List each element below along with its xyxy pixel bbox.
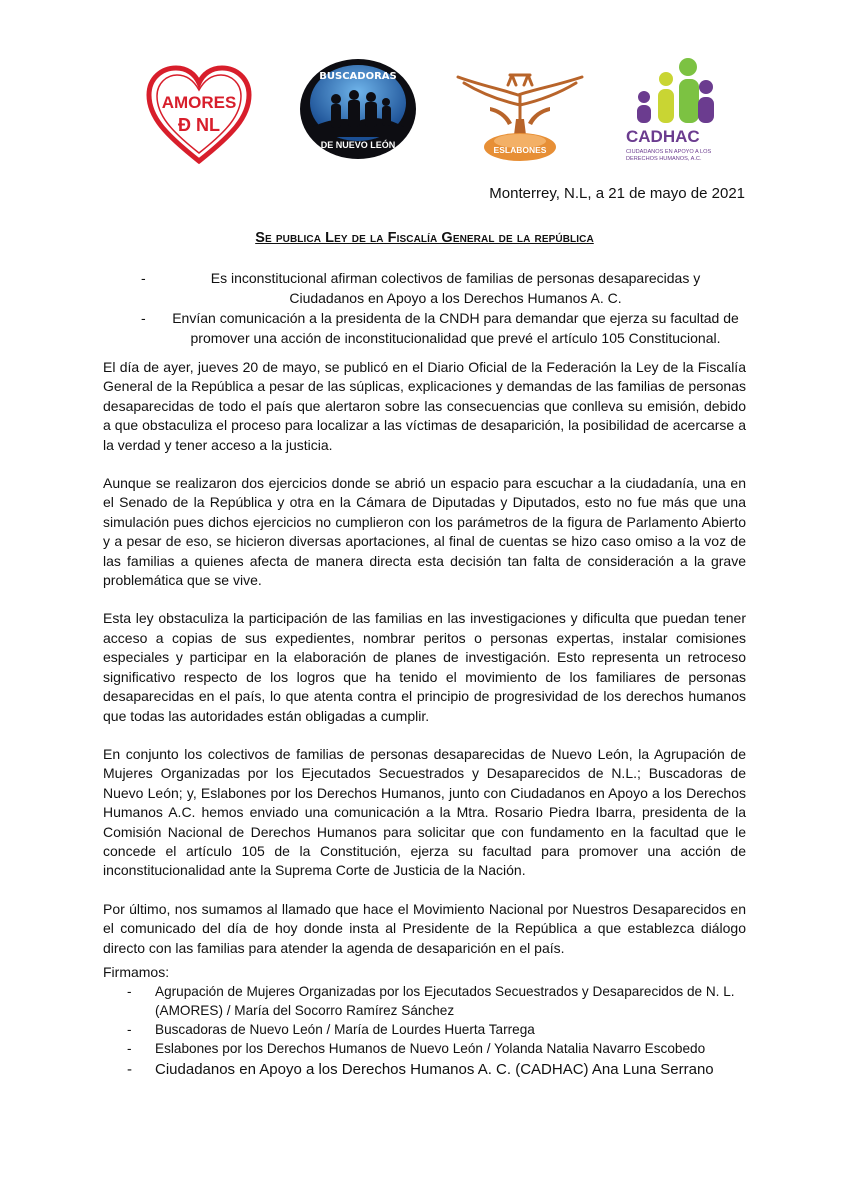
summary-bullet-line: Es inconstitucional afirman colectivos de familias de personas desaparecidas y — [210, 270, 701, 286]
document-body — [103, 358, 746, 977]
amores-logo-line2: Ð NL — [178, 115, 220, 135]
amores-logo — [146, 65, 252, 165]
summary-bullets — [133, 268, 748, 348]
body-paragraph: Aunque se realizaron dos ejercicios donde se abrió un espacio para escuchar a la ciudadanía, una en el Senado de la República y otra en la Cámara de Diputadas y Diputados, esto no fue más que una simulación pues dichos ejercicios no cumplieron con los parámetros de la figura de Parlamento Abierto y a pesar de eso, se hicieron diversas aportaciones, al final de cuentas se hizo caso omiso a la voz de las familias a quienes afecta de manera directa esta decisión tan falta de consideración a la grave problemática que se vive. — [103, 475, 746, 589]
eslabones-logo — [450, 55, 590, 167]
signer-text: Buscadoras de Nuevo León / María de Lourdes Huerta Tarrega — [155, 1022, 535, 1037]
signer-text: Eslabones por los Derechos Humanos de Nuevo León / Yolanda Natalia Navarro Escobedo — [155, 1041, 706, 1056]
signature-intro: Firmamos: — [103, 964, 170, 980]
cadhac-logo-name: CADHAC — [626, 127, 700, 146]
cadhac-logo-tagline-2: DERECHOS HUMANOS, A.C. — [626, 156, 702, 162]
date-line: Monterrey, N.L, a 21 de mayo de 2021 — [489, 185, 745, 202]
summary-bullet-line: promover una acción de inconstitucionalidad que prevé el artículo 105 Constitucional. — [190, 330, 721, 346]
bullet-dash: - — [141, 310, 146, 326]
buscadoras-logo-top-text: BUSCADORAS — [319, 71, 397, 82]
buscadoras-logo-bottom-text: DE NUEVO LEÓN — [320, 140, 396, 150]
signers-list — [124, 982, 764, 1081]
body-paragraph: Esta ley obstaculiza la participación de las familias en las investigaciones y dificulta que puedan tener acceso a copias de sus expedientes, nombrar peritos o personas expertas, instalar comisiones especiales y participar en la elaboración de planes de investigación. Esto representa un retroceso significativo respecto de los logros que ha tenido el movimiento de los familiares de personas desaparecidas en el país, lo que atenta contra el principio de progresividad de los derechos humanos que todas las autoridades están obligadas a cumplir. — [103, 610, 746, 724]
signer-item — [124, 1039, 764, 1058]
bullet-dash: - — [127, 984, 132, 999]
cadhac-logo — [622, 57, 722, 169]
body-paragraph: En conjunto los colectivos de familias de personas desaparecidas de Nuevo León, la Agrupación de Mujeres Organizadas por los Ejecutados Secuestrados y Desaparecidos de N.L.; Buscadoras de Nuevo León; y, Eslabones por los Derechos Humanos, junto con Ciudadanos en Apoyo a los Derechos Humanos A.C. hemos enviado una comunicación a la Mtra. Rosario Piedra Ibarra, presidenta de la Comisión Nacional de Derechos Humanos para solicitar que con fundamento en la facultad que le concede el artículo 105 de la Constitución, ejerza su facultad para promover una acción de inconstitucionalidad ante la Suprema Corte de Justicia de la Nación. — [103, 745, 746, 879]
bullet-dash: - — [141, 270, 146, 286]
body-paragraph: El día de ayer, jueves 20 de mayo, se publicó en el Diario Oficial de la Federación la Ley de la Fiscalía General de la República a pesar de las súplicas, explicaciones y demandas de las familias de personas desaparecidas de todo el país que alertaron sobre las consecuencias que conlleva su emisión, debido a que obstaculiza el proceso para localizar a las víctimas de desaparición, la posibilidad de acercarse a la verdad y tener acceso a la justicia. — [103, 359, 746, 453]
document-title: Se publica Ley de la Fiscalía General de la república — [255, 230, 594, 246]
signer-text: Agrupación de Mujeres Organizadas por los Ejecutados Secuestrados y Desaparecidos de N. L. (AMORES) / María del Socorro Ramírez Sánchez — [155, 984, 735, 1018]
signer-item — [124, 1020, 764, 1039]
bullet-dash: - — [127, 1061, 132, 1078]
buscadoras-logo — [298, 57, 418, 161]
signer-item — [124, 1059, 764, 1081]
summary-bullet-line: Envían comunicación a la presidenta de la CNDH para demandar que ejerza su facultad de — [172, 310, 739, 326]
signer-item — [124, 982, 764, 1020]
eslabones-logo-text: ESLABONES — [493, 145, 547, 155]
bullet-dash: - — [127, 1041, 132, 1056]
logo-row — [0, 55, 849, 170]
summary-bullet — [133, 308, 748, 348]
bullet-dash: - — [127, 1022, 132, 1037]
cadhac-logo-tagline-1: CIUDADANOS EN APOYO A LOS — [626, 149, 712, 155]
body-paragraph: Por último, nos sumamos al llamado que hace el Movimiento Nacional por Nuestros Desaparecidos en el comunicado del día de hoy donde insta al Presidente de la República a que establezca diálogo directo con las familias para atender la agenda de desaparición en el país. — [103, 900, 746, 956]
signer-text: Ciudadanos en Apoyo a los Derechos Humanos A. C. (CADHAC) Ana Luna Serrano — [155, 1061, 714, 1078]
amores-logo-line1: AMORES — [161, 93, 237, 112]
summary-bullet — [133, 268, 748, 308]
summary-bullet-line: Ciudadanos en Apoyo a los Derechos Humanos A. C. — [289, 290, 622, 306]
